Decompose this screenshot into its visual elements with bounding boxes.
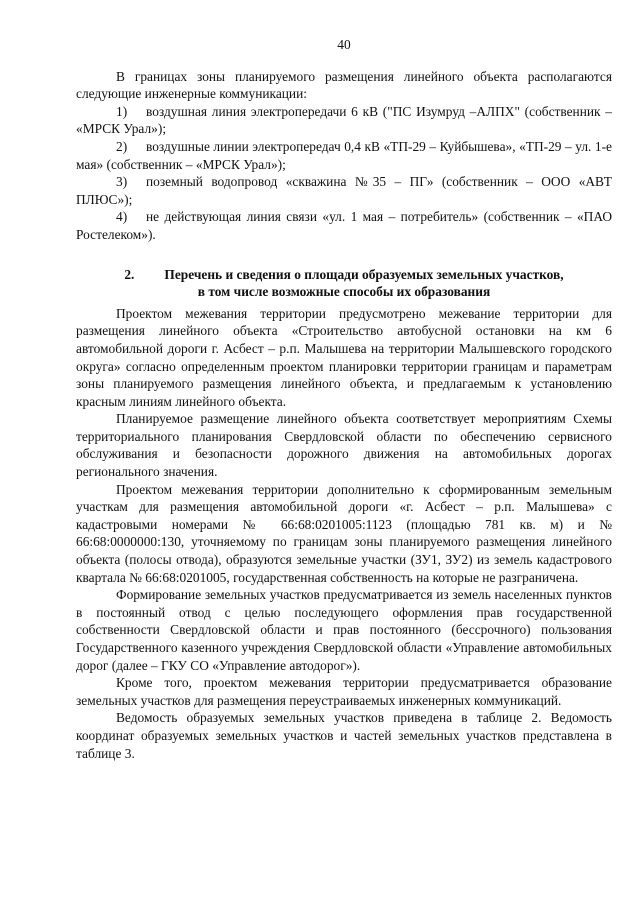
list-item-text: не действующая линия связи «ул. 1 мая – потребитель» (собственник – «ПАО Ростелеком»).: [76, 209, 612, 242]
list-item-number: 1): [116, 103, 128, 119]
list-item-number: 3): [116, 174, 128, 190]
list-item: [76, 208, 612, 243]
section-title-line2: в том числе возможные способы их образования: [197, 284, 491, 300]
section-title-line1: Перечень и сведения о площади образуемых земельных участков,: [164, 266, 564, 282]
list-item-number: 2): [116, 138, 128, 154]
body-paragraph: Кроме того, проектом межевания территории предусматривается образование земельных участков для размещения переустраиваемых инженерных коммуникаций.: [76, 675, 612, 708]
list-item: [76, 173, 612, 208]
list-item-number: 4): [116, 209, 128, 225]
document-page: [76, 0, 612, 762]
list-item: [76, 138, 612, 173]
body-paragraph: Ведомость образуемых земельных участков приведена в таблице 2. Ведомость координат образуемых земельных участков и частей земельных участков представлена в таблице 3.: [76, 710, 612, 761]
list-item-text: воздушная линия электропередачи 6 кВ ("ПС Изумруд –АЛПХ" (собственник – «МРСК Урал»);: [76, 103, 612, 137]
body-paragraph: Формирование земельных участков предусматривается из земель населенных пунктов в постоянный отвод с целью последующего оформления прав государственной собственности Свердловской области и прав постоянного (бессрочного) пользования Государственного казенного учреждения Свердловской области «Управление автомобильных дорог (далее – ГКУ СО «Управление автодорог»).: [76, 587, 612, 673]
page-number: 40: [337, 37, 351, 52]
section-heading: [76, 266, 612, 301]
intro-paragraph: В границах зоны планируемого размещения линейного объекта располагаются следующие инженерные коммуникации:: [76, 68, 612, 102]
list-item-text: поземный водопровод «скважина №35 – ПГ» (собственник – ООО «АВТ ПЛЮС»);: [76, 174, 612, 207]
section-number: 2.: [124, 266, 135, 282]
list-item-text: воздушные линии электропередач 0,4 кВ «ТП-29 – Куйбышева», «ТП-29 – ул. 1-е мая» (собственник – «МРСК Урал»);: [76, 138, 612, 172]
body-paragraph: Проектом межевания территории дополнительно к сформированным земельным участкам для размещения автомобильной дороги «г. Асбест – р.п. Малышева» с кадастровыми номерами № 66:68:0201005:1123 (площадью 781 кв. м) и № 66:68:0000000:130, уточняемому по границам зоны планируемого размещения линейного объекта (полосы отвода), образуются земельные участки (ЗУ1, ЗУ2) из земель кадастрового квартала № 66:68:0201005, государственная собственность на которые не разграничена.: [76, 481, 612, 585]
body-paragraph: Проектом межевания территории предусмотрено межевание территории для размещения линейного объекта «Строительство автобусной остановки на км 6 автомобильной дороги г. Асбест – р.п. Малышева на территории Малышевского городского округа» согласно определенным проектом планировки территории границам и параметрам зоны планируемого размещения линейного объекта, и предлагаемым к установлению красным линиям линейного объекта.: [76, 305, 612, 409]
body-paragraph: Планируемое размещение линейного объекта соответствует мероприятиям Схемы территориального планирования Свердловской области по обеспечению сервисного обслуживания и безопасности дорожного движения на автомобильных дорогах регионального значения.: [76, 411, 612, 480]
list-item: [76, 103, 612, 138]
